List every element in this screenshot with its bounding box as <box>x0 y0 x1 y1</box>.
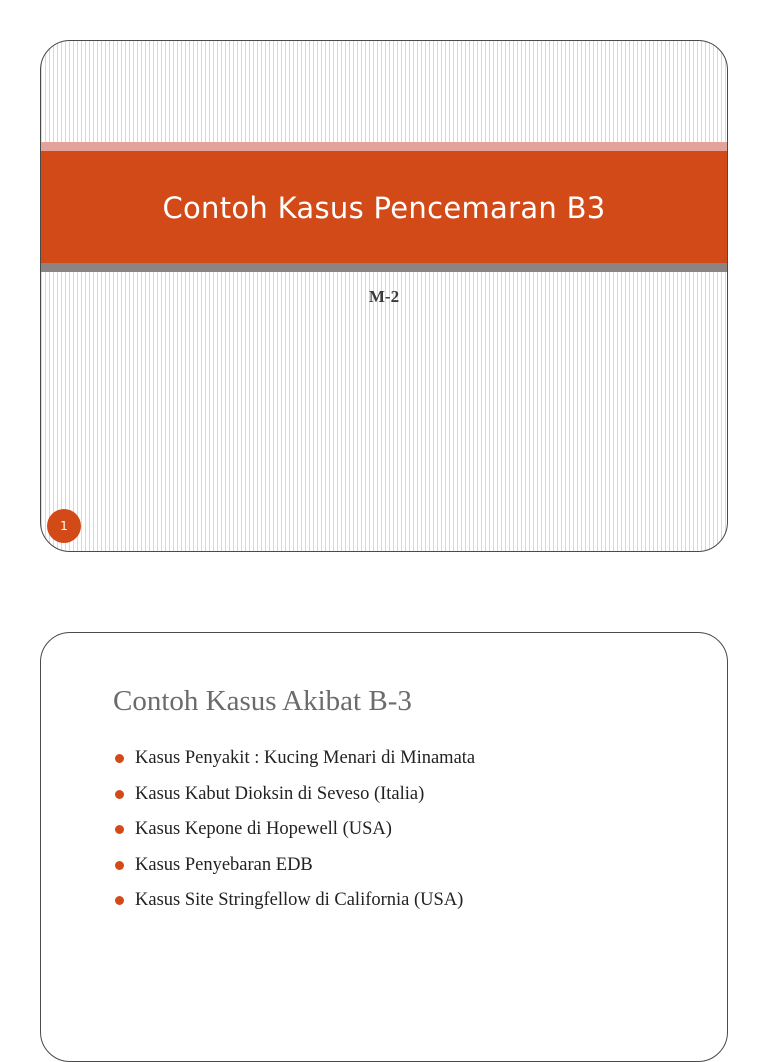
title-band-bottom-stripe <box>41 263 727 272</box>
slide-subtitle: M-2 <box>368 287 400 306</box>
list-item <box>113 812 475 848</box>
bullet-dot-icon <box>115 861 124 870</box>
list-item <box>113 848 475 884</box>
list-item <box>113 777 475 813</box>
bullet-list <box>113 741 475 919</box>
content-slide <box>40 632 728 1062</box>
slide-heading: Contoh Kasus Akibat B-3 <box>113 685 412 717</box>
list-item-text: Kasus Penyakit : Kucing Menari di Minamata <box>135 748 476 768</box>
slide-title: Contoh Kasus Pencemaran B3 <box>162 191 606 225</box>
page-number-badge: 1 <box>47 509 81 543</box>
list-item-text: Kasus Kabut Dioksin di Seveso (Italia) <box>135 783 425 804</box>
bullet-dot-icon <box>115 825 124 834</box>
list-item <box>113 741 475 777</box>
list-item-text: Kasus Site Stringfellow di California (USA) <box>135 890 464 910</box>
bullet-dot-icon <box>115 790 124 799</box>
list-item-text: Kasus Penyebaran EDB <box>135 854 313 875</box>
bullet-dot-icon <box>115 896 124 905</box>
list-item-text: Kasus Kepone di Hopewell (USA) <box>135 819 392 839</box>
title-band-top-stripe <box>41 142 727 151</box>
bullet-dot-icon <box>115 754 124 763</box>
list-item <box>113 883 475 919</box>
title-band <box>41 151 727 263</box>
title-slide <box>40 40 728 552</box>
